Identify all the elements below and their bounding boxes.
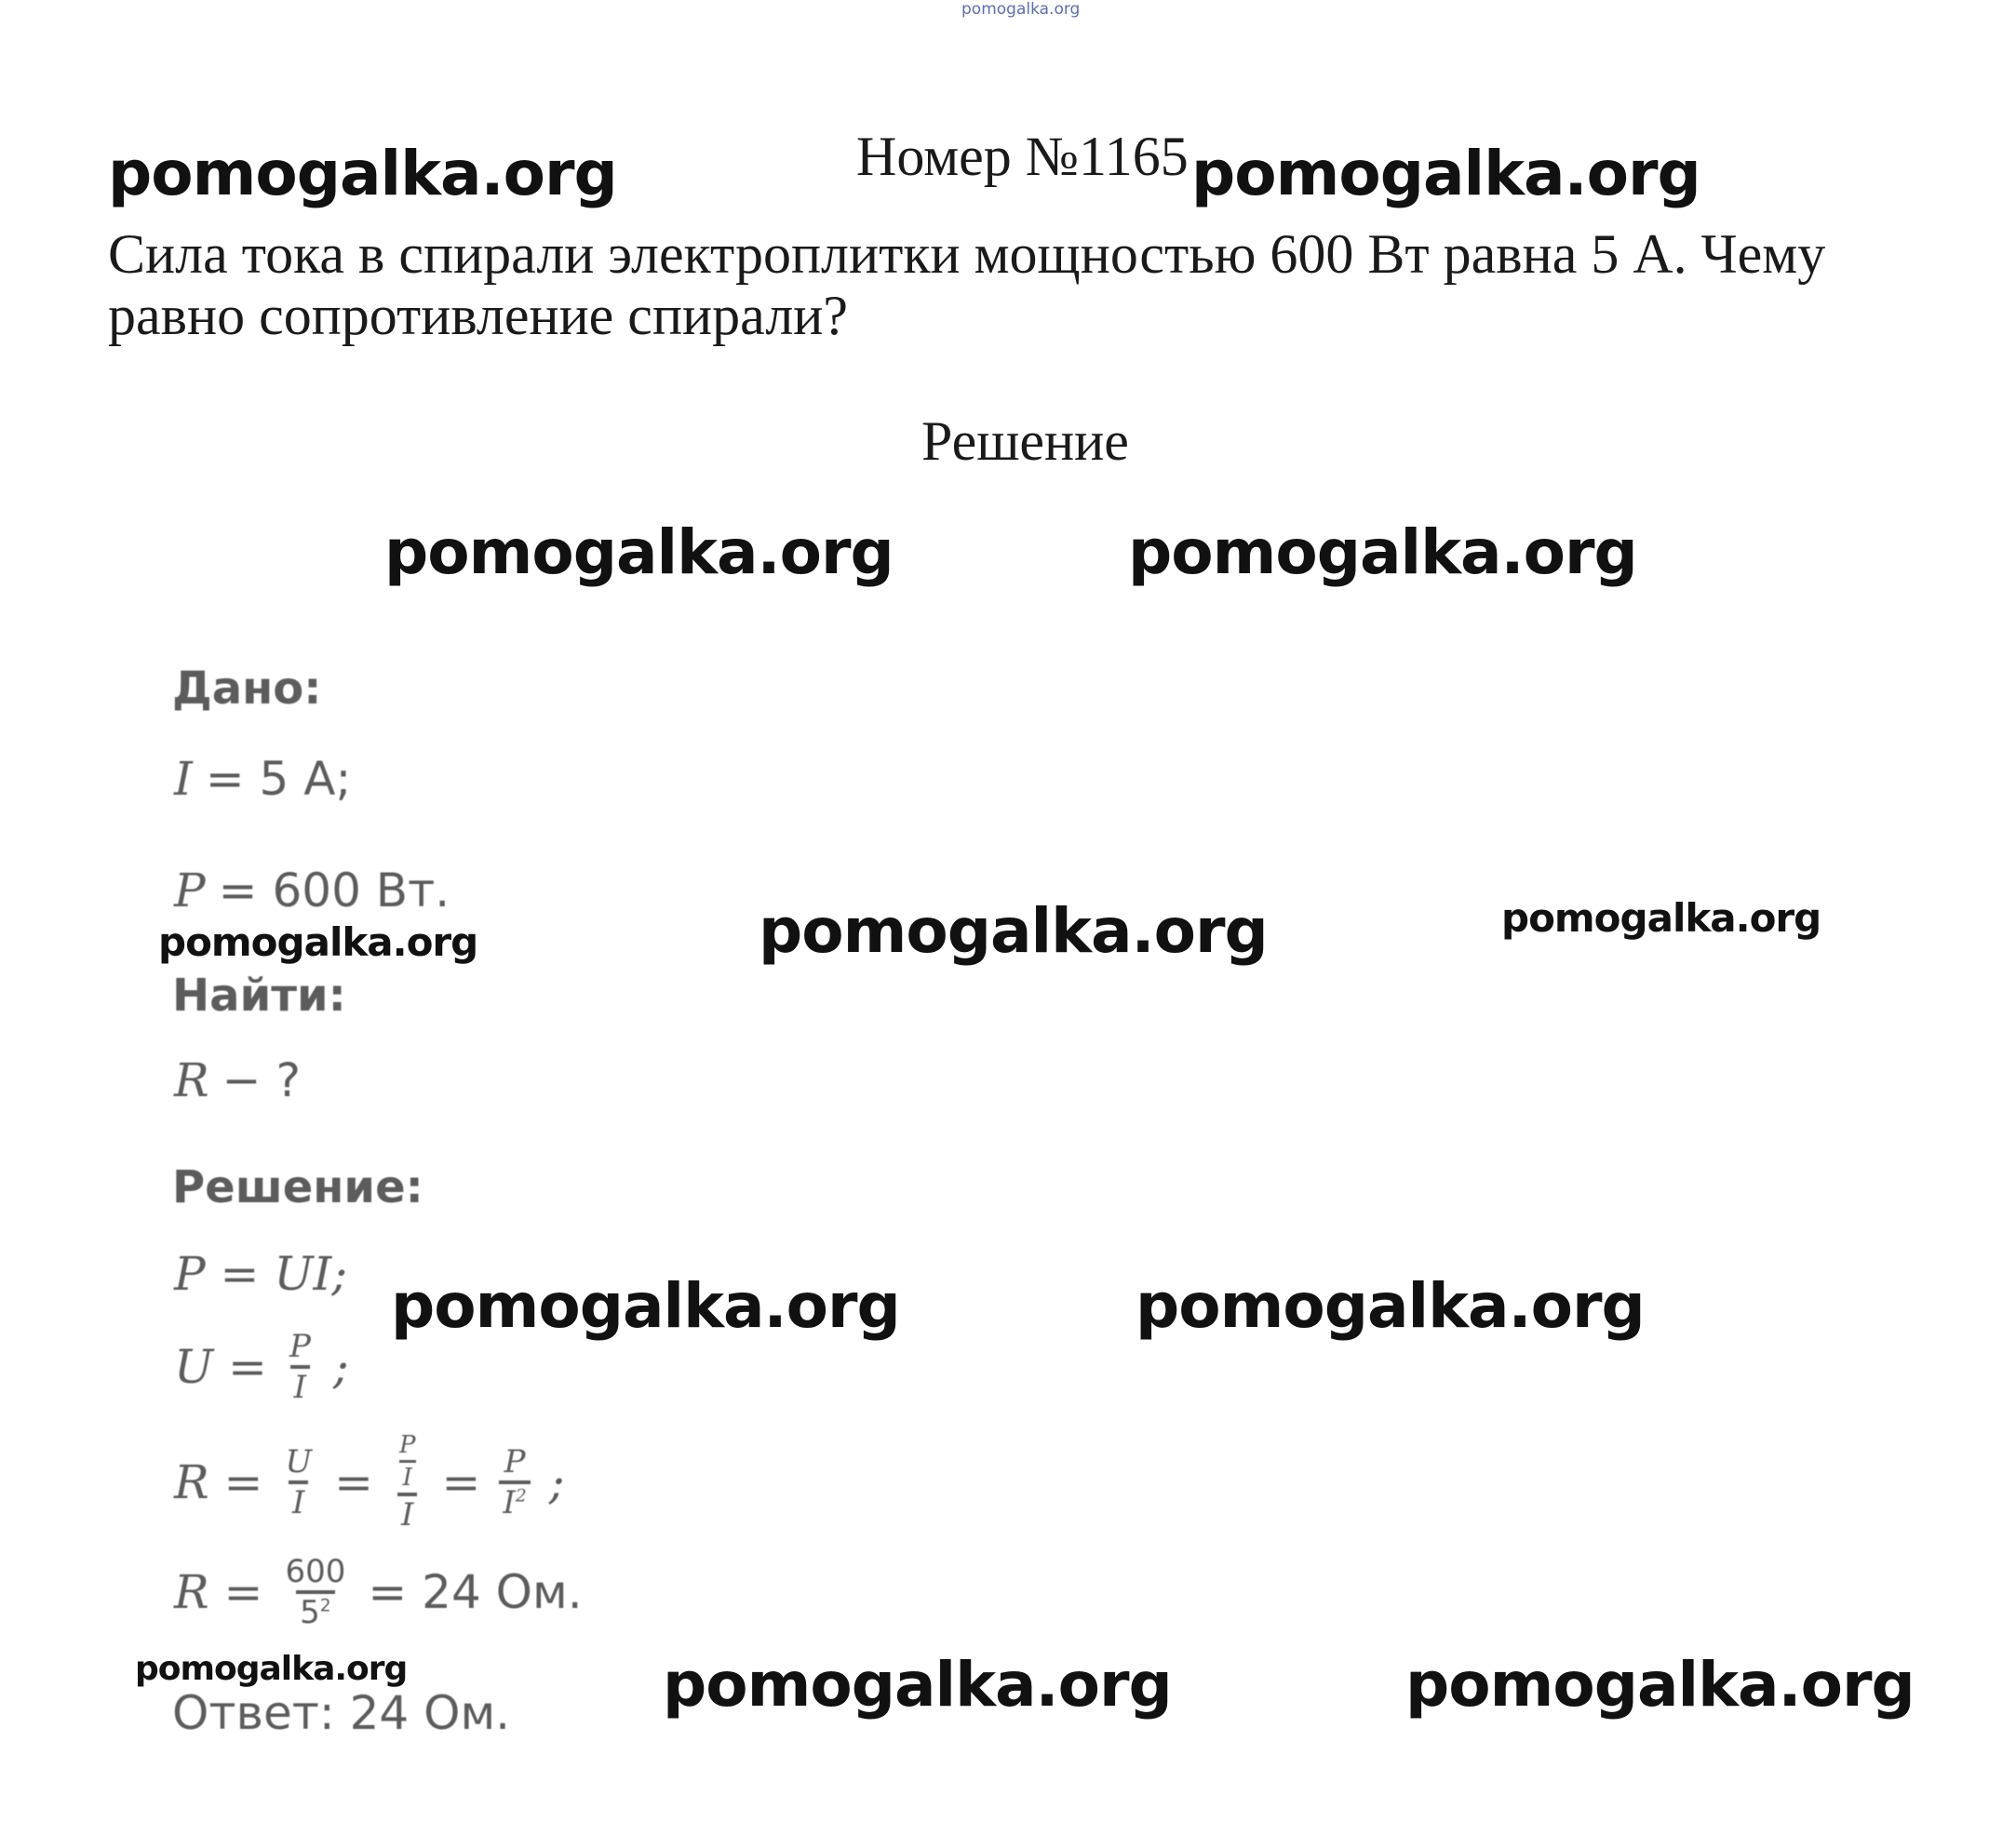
find-label: Найти: [172, 970, 346, 1022]
watermark: pomogalka.org [663, 1649, 1172, 1721]
resistance-unknown: − ? [222, 1053, 301, 1107]
problem-number-heading: Номер №1165 [856, 126, 1189, 187]
current-value: = 5 А; [205, 752, 352, 806]
fraction-600-over-5-squared: $\frac{600}{5^2}$ [285, 1553, 346, 1631]
current-symbol: I [174, 752, 193, 806]
answer: Ответ: 24 Ом. [172, 1686, 511, 1740]
formula-resistance: R = $\frac{U}{I}$ = $\frac{\frac{P}{I}}{I}$ = $\frac{P}{I^2}$ ; [174, 1431, 565, 1534]
solution-label: Решение: [172, 1161, 423, 1213]
power-value: = 600 Вт. [218, 864, 450, 918]
watermark: pomogalka.org [1136, 1270, 1645, 1342]
power-symbol: P [174, 864, 206, 918]
resistance-symbol: R [174, 1053, 209, 1107]
given-current [174, 752, 351, 806]
fraction-u-over-i: $\frac{U}{I}$ [285, 1442, 313, 1521]
top-site-url: pomogalka.org [961, 0, 1081, 19]
watermark: pomogalka.org [158, 919, 478, 965]
watermark: pomogalka.org [759, 895, 1268, 967]
formula-result: R = $\frac{600}{5^2}$ = 24 Ом. [174, 1553, 583, 1631]
find-resistance [174, 1053, 301, 1107]
watermark: pomogalka.org [384, 516, 894, 588]
problem-statement: Сила тока в спирали электроплитки мощностью 600 Вт равна 5 А. Чему равно сопротивление спирали? [108, 223, 1826, 346]
formula-voltage: U = $\frac{P}{I}$ ; [174, 1328, 349, 1406]
watermark: pomogalka.org [1128, 516, 1637, 588]
solution-heading: Решение [921, 410, 1129, 472]
watermark: pomogalka.org [1191, 138, 1700, 209]
watermark: pomogalka.org [391, 1270, 900, 1342]
fraction-p-over-i: $\frac{P}{I}$ [289, 1328, 311, 1406]
watermark: pomogalka.org [108, 138, 617, 209]
watermark: pomogalka.org [1405, 1649, 1915, 1721]
formula-power: P = UI; [174, 1247, 348, 1301]
fraction-nested: $\frac{\frac{P}{I}}{I}$ [399, 1431, 416, 1534]
formula-voltage-lhs: U = [174, 1340, 267, 1394]
watermark: pomogalka.org [1501, 895, 1821, 941]
given-label: Дано: [172, 663, 322, 715]
watermark: pomogalka.org [135, 1650, 408, 1688]
fraction-p-over-i-squared: $\frac{P}{I^2}$ [499, 1446, 530, 1519]
given-power [174, 864, 450, 918]
